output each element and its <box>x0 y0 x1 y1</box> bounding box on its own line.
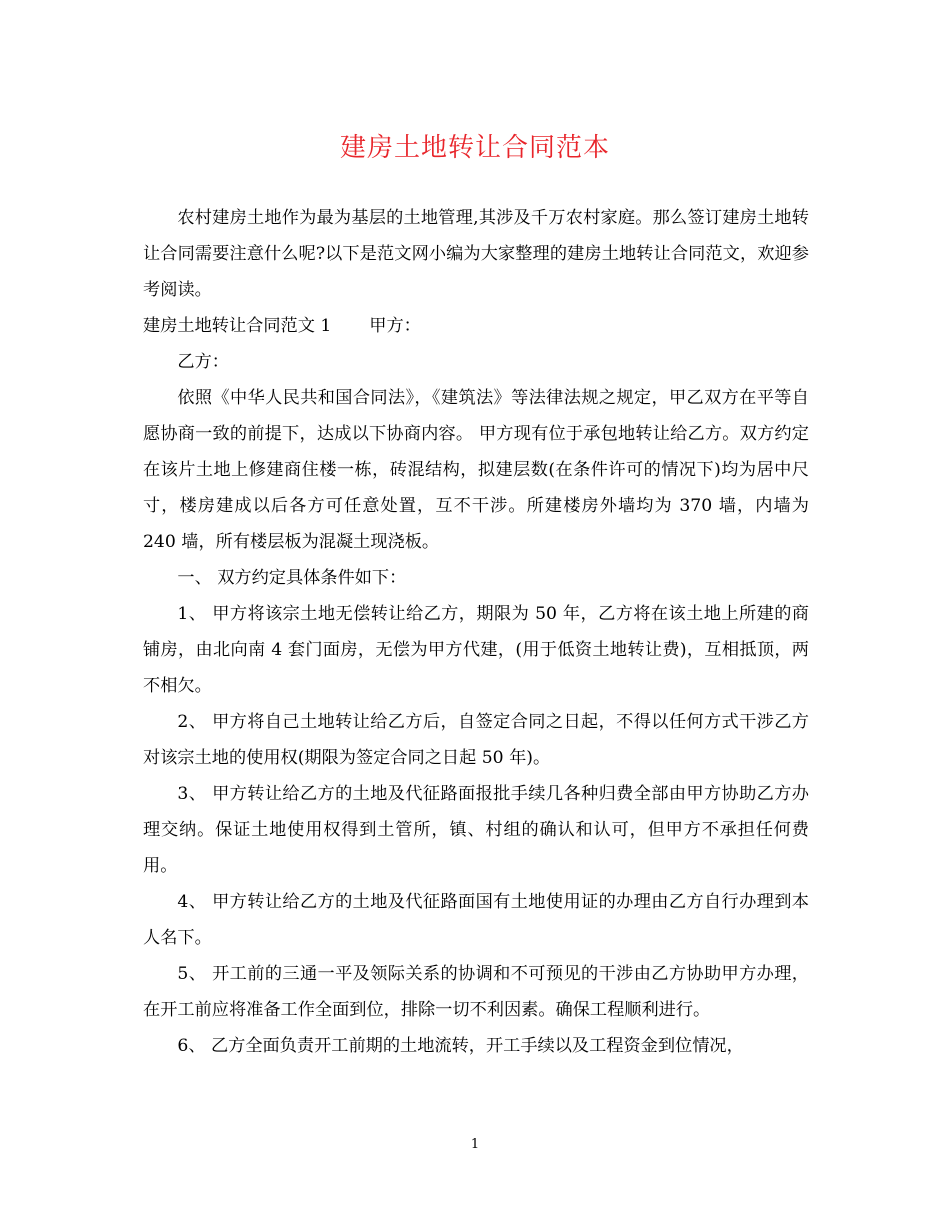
party-b-label: 乙方： <box>177 352 229 372</box>
clause-paragraph: 2、 甲方将自己土地转让给乙方后，自签定合同之日起，不得以任何方式干涉乙方对该宗土地的使用权(期限为签定合同之日起 50 年)。 <box>143 712 809 768</box>
party-a-label: 甲方： <box>369 316 421 336</box>
clause-paragraph: 4、 甲方转让给乙方的土地及代征路面国有土地使用证的办理由乙方自行办理到本人名下。 <box>143 892 809 948</box>
intro-paragraph: 农村建房土地作为最为基层的土地管理,其涉及千万农村家庭。那么签订建房土地转让合同需要注意什么呢?以下是范文网小编为大家整理的建房土地转让合同范文，欢迎参考阅读。 <box>143 208 809 300</box>
sample-heading: 建房土地转让合同范文 1 <box>143 316 332 336</box>
basis-paragraph: 依照《中华人民共和国合同法》，《建筑法》等法律法规之规定，甲乙双方在平等自愿协商一致的前提下，达成以下协商内容。 甲方现有位于承包地转让给乙方。双方约定在该片土地上修建商住楼一栋，砖混结构，拟建层数(在条件许可的情况下)均为居中尺寸，楼房建成以后各方可任意处置，互不干涉。所建楼房外墙均为 370 墙，内墙为 240 墙，所有楼层板为混凝土现浇板。 <box>143 388 809 552</box>
clause-paragraph: 1、 甲方将该宗土地无偿转让给乙方，期限为 50 年，乙方将在该土地上所建的商铺房，由北向南 4 套门面房，无偿为甲方代建，(用于低资土地转让费)，互相抵顶，两不相欠。 <box>143 604 809 696</box>
document-body <box>143 200 809 1064</box>
clause-paragraph: 5、 开工前的三通一平及领际关系的协调和不可预见的干涉由乙方协助甲方办理，在开工前应将准备工作全面到位，排除一切不利因素。确保工程顺利进行。 <box>143 964 809 1020</box>
clause-paragraph: 6、 乙方全面负责开工前期的土地流转，开工手续以及工程资金到位情况， <box>177 1036 744 1056</box>
document-title: 建房土地转让合同范本 <box>339 133 610 163</box>
clause-paragraph: 3、 甲方转让给乙方的土地及代征路面报批手续几各种归费全部由甲方协助乙方办理交纳。保证土地使用权得到土管所，镇、村组的确认和认可，但甲方不承担任何费用。 <box>143 784 809 876</box>
page-number: 1 <box>470 1137 480 1152</box>
sample-heading-line <box>143 308 809 344</box>
section-heading: 一、 双方约定具体条件如下： <box>177 568 407 588</box>
